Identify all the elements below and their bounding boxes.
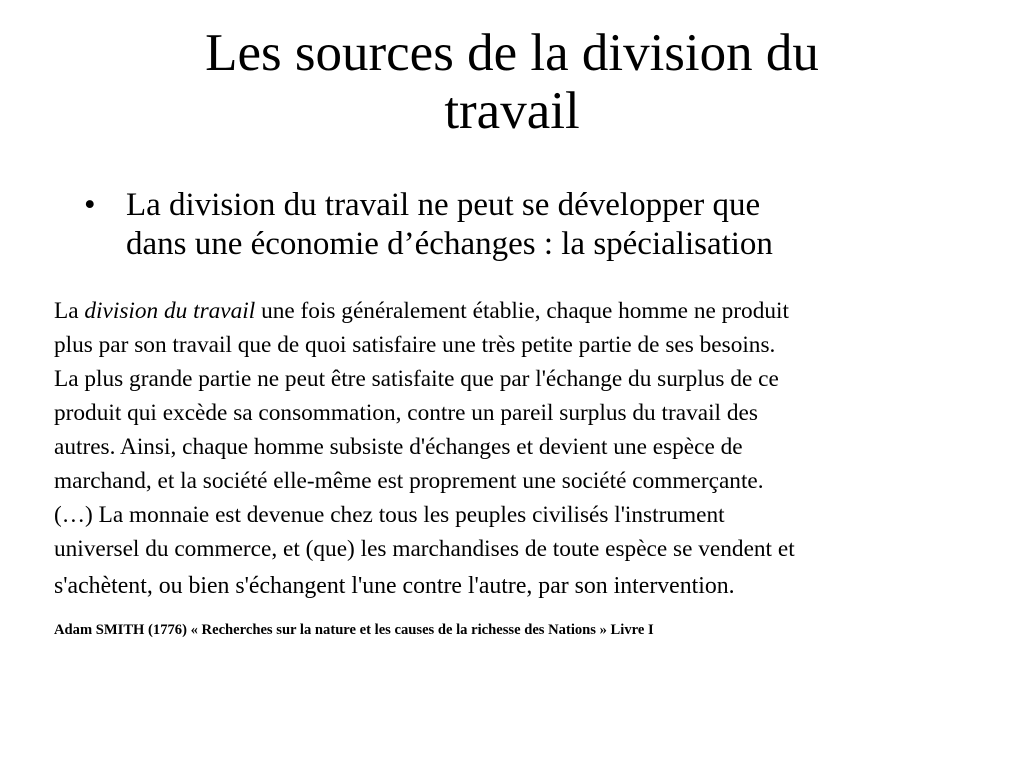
quote-citation: Adam SMITH (1776) « Recherches sur la nature et les causes de la richesse des Nations » Livre I (54, 622, 654, 638)
quote-line-1-prefix: La (54, 298, 85, 324)
quote-line-7: (…) La monnaie est devenue chez tous les peuples civilisés l'instrument (54, 502, 725, 528)
bullet-text-line-2: dans une économie d’échanges : la spécialisation (126, 226, 773, 262)
quote-line-6: marchand, et la société elle-même est proprement une société commerçante. (54, 468, 764, 494)
quote-line-9: s'achètent, ou bien s'échangent l'une contre l'autre, par son intervention. (54, 573, 735, 599)
bullet-text-line-1: La division du travail ne peut se développer que (126, 187, 761, 223)
quote-line-2: plus par son travail que de quoi satisfaire une très petite partie de ses besoins. (54, 332, 776, 358)
quote-line-8: universel du commerce, et (que) les marchandises de toute espèce se vendent et (54, 536, 795, 562)
quote-line-3: La plus grande partie ne peut être satisfaite que par l'échange du surplus de ce (54, 366, 779, 392)
slide-title (112, 24, 912, 140)
quote-emphasis-division-du-travail: division du travail (84, 298, 256, 324)
quote-line-1-suffix: une fois généralement établie, chaque homme ne produit (255, 298, 789, 324)
bullet-list (84, 186, 944, 264)
slide-title-line-1: Les sources de la division du (205, 24, 819, 82)
bullet-marker: • (84, 187, 96, 223)
quote-line-5: autres. Ainsi, chaque homme subsiste d'échanges et devient une espèce de (54, 434, 743, 460)
slide-title-line-2: travail (444, 82, 580, 140)
bullet-item (84, 186, 944, 264)
quote-line-4: produit qui excède sa consommation, contre un pareil surplus du travail des (54, 400, 758, 426)
quote-line-1 (54, 294, 974, 328)
adam-smith-quote (54, 294, 974, 603)
